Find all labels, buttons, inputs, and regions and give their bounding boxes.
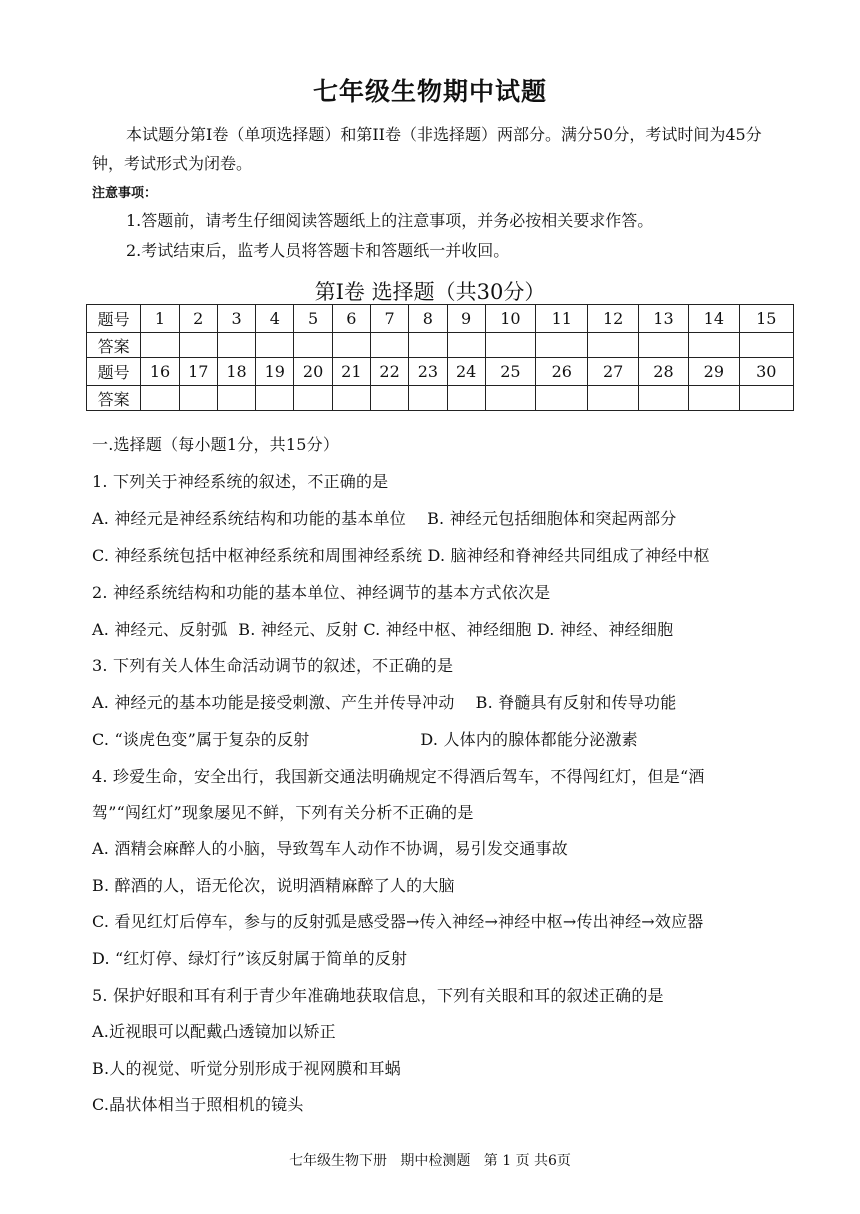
answer-cell <box>294 333 332 358</box>
question-line: 5. 保护好眼和耳有利于青少年准确地获取信息，下列有关眼和耳的叙述正确的是 <box>92 986 664 1005</box>
exam-intro: 本试题分第I卷（单项选择题）和第II卷（非选择题）两部分。满分50分，考试时间为45分钟，考试形式为闭卷。 <box>92 125 762 173</box>
answer-cell <box>141 386 179 411</box>
question-number: 21 <box>332 358 370 386</box>
answer-cell <box>447 333 485 358</box>
answer-cell <box>485 386 535 411</box>
question-line: 4. 珍爱生命，安全出行，我国新交通法明确规定不得酒后驾车，不得闯红灯，但是“酒 <box>92 767 705 786</box>
answer-cell <box>217 333 255 358</box>
question-number: 2 <box>179 305 217 333</box>
question-line: C. 神经系统包括中枢神经系统和周围神经系统 D. 脑神经和脊神经共同组成了神经中枢 <box>92 546 710 565</box>
answer-cell <box>409 333 447 358</box>
answer-row <box>87 386 794 411</box>
question-line: 1. 下列关于神经系统的叙述，不正确的是 <box>92 472 389 491</box>
question-number: 16 <box>141 358 179 386</box>
question-number: 26 <box>536 358 588 386</box>
answer-cell <box>294 386 332 411</box>
answer-cell <box>739 333 794 358</box>
answer-cell <box>588 333 638 358</box>
answer-cell <box>689 333 739 358</box>
question-line: 3. 下列有关人体生命活动调节的叙述，不正确的是 <box>92 656 454 675</box>
question-line: B.人的视觉、听觉分别形成于视网膜和耳蜗 <box>92 1059 401 1078</box>
row-label: 答案 <box>87 386 141 411</box>
question-number: 24 <box>447 358 485 386</box>
question-line: D. “红灯停、绿灯行”该反射属于简单的反射 <box>92 949 408 968</box>
question-number: 17 <box>179 358 217 386</box>
question-number: 18 <box>217 358 255 386</box>
answer-cell <box>689 386 739 411</box>
answer-grid <box>86 304 794 411</box>
question-number: 27 <box>588 358 638 386</box>
page-footer: 七年级生物下册 期中检测题 第 1 页 共6页 <box>289 1153 571 1169</box>
answer-cell <box>638 386 688 411</box>
question-number: 13 <box>638 305 688 333</box>
question-number: 25 <box>485 358 535 386</box>
notice-item: 2.考试结束后，监考人员将答题卡和答题纸一并收回。 <box>126 241 510 260</box>
section-title: 第I卷 选择题（共30分） <box>314 280 546 304</box>
answer-cell <box>370 333 408 358</box>
question-line: A.近视眼可以配戴凸透镜加以矫正 <box>92 1022 336 1041</box>
answer-cell <box>141 333 179 358</box>
question-line: B. 醉酒的人，语无伦次，说明酒精麻醉了人的大脑 <box>92 876 455 895</box>
question-number: 4 <box>256 305 294 333</box>
question-number: 11 <box>536 305 588 333</box>
question-line: A. 神经元、反射弧 B. 神经元、反射 C. 神经中枢、神经细胞 D. 神经、神经细胞 <box>92 620 674 639</box>
question-line: A. 酒精会麻醉人的小脑，导致驾车人动作不协调，易引发交通事故 <box>92 839 568 858</box>
question-number: 10 <box>485 305 535 333</box>
question-line: C.晶状体相当于照相机的镜头 <box>92 1095 304 1114</box>
question-line: A. 神经元是神经系统结构和功能的基本单位 B. 神经元包括细胞体和突起两部分 <box>92 509 677 528</box>
answer-cell <box>536 386 588 411</box>
answer-row <box>87 333 794 358</box>
question-number-row <box>87 305 794 333</box>
question-number: 28 <box>638 358 688 386</box>
answer-cell <box>179 386 217 411</box>
answer-cell <box>485 333 535 358</box>
question-line: 2. 神经系统结构和功能的基本单位、神经调节的基本方式依次是 <box>92 583 551 602</box>
row-label: 题号 <box>87 305 141 333</box>
answer-cell <box>256 333 294 358</box>
question-line: C. “谈虎色变”属于复杂的反射 D. 人体内的腺体都能分泌激素 <box>92 730 638 749</box>
question-number: 22 <box>370 358 408 386</box>
notice-item: 1.答题前，请考生仔细阅读答题纸上的注意事项，并务必按相关要求作答。 <box>126 211 654 230</box>
part-heading: 一.选择题（每小题1分，共15分） <box>92 435 340 454</box>
answer-cell <box>739 386 794 411</box>
question-number: 8 <box>409 305 447 333</box>
question-line: C. 看见红灯后停车，参与的反射弧是感受器→传入神经→神经中枢→传出神经→效应器 <box>92 912 704 931</box>
question-number: 20 <box>294 358 332 386</box>
row-label: 题号 <box>87 358 141 386</box>
question-number: 15 <box>739 305 794 333</box>
answer-cell <box>256 386 294 411</box>
exam-title: 七年级生物期中试题 <box>312 77 547 106</box>
question-number: 29 <box>689 358 739 386</box>
question-number: 14 <box>689 305 739 333</box>
question-number: 12 <box>588 305 638 333</box>
notice-title: 注意事项： <box>92 186 158 201</box>
answer-cell <box>536 333 588 358</box>
answer-cell <box>179 333 217 358</box>
answer-cell <box>332 386 370 411</box>
question-number: 1 <box>141 305 179 333</box>
question-number: 23 <box>409 358 447 386</box>
question-number: 5 <box>294 305 332 333</box>
answer-cell <box>332 333 370 358</box>
answer-cell <box>588 386 638 411</box>
question-number: 30 <box>739 358 794 386</box>
answer-cell <box>217 386 255 411</box>
row-label: 答案 <box>87 333 141 358</box>
question-line: 驾”“闯红灯”现象屡见不鲜，下列有关分析不正确的是 <box>92 803 474 822</box>
answer-cell <box>370 386 408 411</box>
answer-cell <box>409 386 447 411</box>
question-number: 7 <box>370 305 408 333</box>
question-number-row <box>87 358 794 386</box>
question-number: 3 <box>217 305 255 333</box>
question-number: 19 <box>256 358 294 386</box>
question-line: A. 神经元的基本功能是接受刺激、产生并传导冲动 B. 脊髓具有反射和传导功能 <box>92 693 677 712</box>
answer-cell <box>638 333 688 358</box>
question-number: 6 <box>332 305 370 333</box>
answer-cell <box>447 386 485 411</box>
question-number: 9 <box>447 305 485 333</box>
